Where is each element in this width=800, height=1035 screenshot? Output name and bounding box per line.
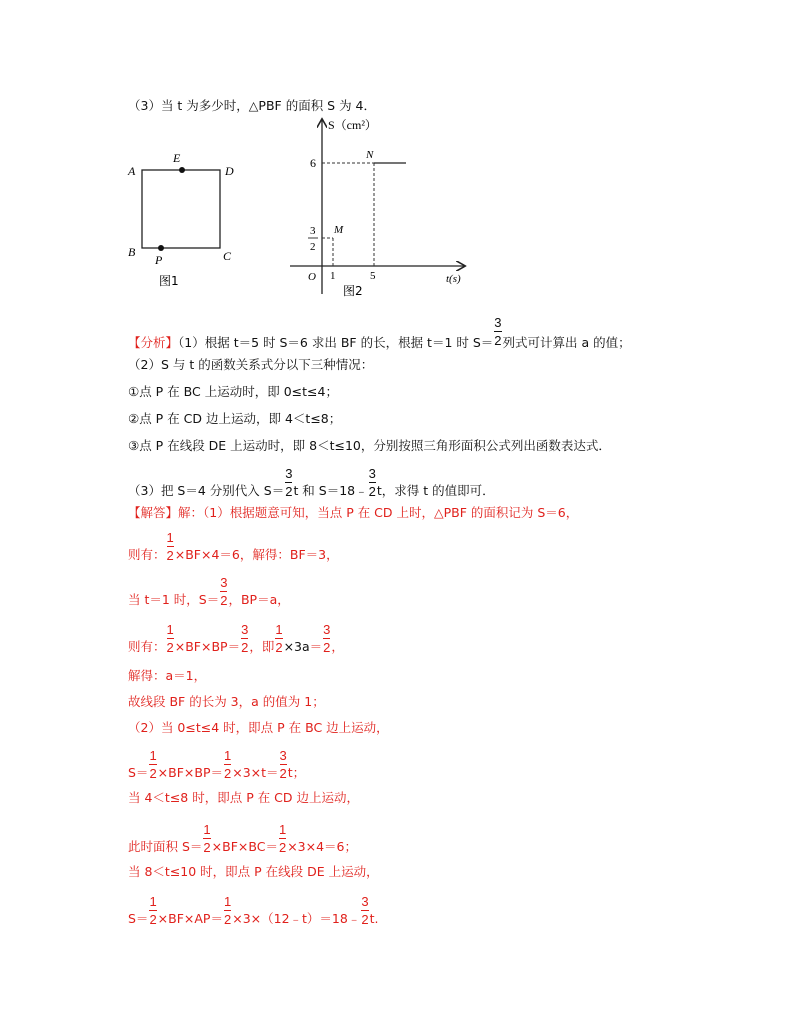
analysis-1b: 列式可计算出 a 的值； — [502, 335, 631, 350]
point-p — [158, 245, 164, 251]
answer-4-frac-4: $\frac{3}{2}$ — [323, 622, 331, 655]
label-p: P — [155, 253, 163, 267]
answer-line-6: 故线段 BF 的长为 3，a 的值为 1； — [128, 694, 325, 709]
x-tick-1: 1 — [330, 270, 336, 282]
analysis-line-2: （2）S 与 t 的函数关系式分以下三种情况： — [128, 357, 374, 372]
y-axis-label: S（cm²） — [328, 118, 377, 132]
point-m-label: M — [334, 224, 344, 236]
point-e — [179, 167, 185, 173]
analysis-case-3: ③点 P 在线段 DE 上运动时，即 8＜t≤10，分别按照三角形面积公式列出函数表达式． — [128, 438, 611, 453]
point-n-label: N — [366, 149, 374, 161]
answer-4-frac-2: $\frac{3}{2}$ — [241, 622, 249, 655]
x-axis-label: t(s) — [446, 273, 461, 285]
origin-label: O — [308, 271, 316, 283]
analysis-3-frac-1: $\frac{3}{2}$ — [285, 466, 293, 499]
answer-3-frac: $\frac{3}{2}$ — [220, 575, 228, 608]
answer-line-2: 则有： $\frac{1}{2}$ ×BF×4＝6，解得：BF＝3， — [128, 530, 339, 563]
answer-line-12: S＝ $\frac{1}{2}$ ×BF×AP＝ $\frac{1}{2}$ ×3×（12﹣t）＝18﹣ $\frac{3}{2}$ t. — [128, 894, 379, 927]
answer-12-frac-3: $\frac{3}{2}$ — [361, 894, 369, 927]
x-tick-5: 5 — [370, 270, 376, 282]
answer-line-1: 【解答】解：（1）根据题意可知，当点 P 在 CD 上时，△PBF 的面积记为 S＝6， — [128, 505, 579, 520]
square-abcd — [142, 170, 220, 248]
answer-line-4: 则有： $\frac{1}{2}$ ×BF×BP＝ $\frac{3}{2}$ ，即 $\frac{1}{2}$ ×3a＝ $\frac{3}{2}$ ， — [128, 622, 344, 655]
y-tick-frac-num: 3 — [310, 225, 316, 237]
answer-8-frac-3: $\frac{3}{2}$ — [279, 748, 287, 781]
question-3: （3）当 t 为多少时，△PBF 的面积 S 为 4． — [128, 98, 376, 113]
answer-tag: 【解答】 — [128, 505, 179, 520]
answer-8-frac-1: $\frac{1}{2}$ — [149, 748, 157, 781]
answer-2-frac: $\frac{1}{2}$ — [166, 530, 174, 563]
answer-line-9: 当 4＜t≤8 时，即点 P 在 CD 边上运动， — [128, 790, 360, 805]
answer-4-frac-3: $\frac{1}{2}$ — [275, 622, 283, 655]
answer-line-5: 解得：a＝1， — [128, 668, 207, 683]
answer-line-10: 此时面积 S＝ $\frac{1}{2}$ ×BF×BC＝ $\frac{1}{2}$ ×3×4＝6； — [128, 822, 357, 855]
answer-12-frac-1: $\frac{1}{2}$ — [149, 894, 157, 927]
answer-10-frac-2: $\frac{1}{2}$ — [278, 822, 287, 855]
figure-1-caption: 图1 — [159, 274, 179, 287]
answer-line-11: 当 8＜t≤10 时，即点 P 在线段 DE 上运动， — [128, 864, 379, 879]
analysis-3-frac-2: $\frac{3}{2}$ — [368, 466, 376, 499]
answer-10-frac-1: $\frac{1}{2}$ — [203, 822, 211, 855]
y-tick-frac-den: 2 — [310, 241, 316, 253]
label-a: A — [128, 164, 136, 178]
answer-12-frac-2: $\frac{1}{2}$ — [223, 894, 232, 927]
label-b: B — [128, 245, 136, 259]
label-d: D — [225, 164, 234, 178]
label-e: E — [173, 152, 181, 165]
answer-line-3: 当 t＝1 时，S＝ $\frac{3}{2}$ ，BP＝a， — [128, 575, 290, 608]
analysis-1-frac: $\frac{3}{2}$ — [494, 315, 502, 348]
figure-2 — [290, 112, 480, 297]
y-tick-6: 6 — [310, 156, 316, 170]
analysis-1a: （1）根据 t＝5 时 S＝6 求出 BF 的长，根据 t＝1 时 S＝ — [178, 335, 494, 350]
label-c: C — [223, 249, 232, 263]
answer-4-frac-1: $\frac{1}{2}$ — [166, 622, 174, 655]
figure-1 — [125, 152, 255, 287]
answer-line-7: （2）当 0≤t≤4 时，即点 P 在 BC 边上运动， — [128, 720, 389, 735]
answer-line-8: S＝ $\frac{1}{2}$ ×BF×BP＝ $\frac{1}{2}$ ×3×t＝ $\frac{3}{2}$ t； — [128, 748, 306, 781]
analysis-case-1: ①点 P 在 BC 上运动时，即 0≤t≤4； — [128, 384, 338, 399]
analysis-case-2: ②点 P 在 CD 边上运动，即 4＜t≤8； — [128, 411, 342, 426]
analysis-tag: 【分析】 — [128, 335, 179, 350]
analysis-line-3: （3）把 S＝4 分别代入 S＝ $\frac{3}{2}$ t 和 S＝18﹣ $\frac{3}{2}$ t，求得 t 的值即可． — [128, 466, 495, 499]
figure-2-caption: 图2 — [343, 284, 363, 297]
answer-8-frac-2: $\frac{1}{2}$ — [224, 748, 232, 781]
